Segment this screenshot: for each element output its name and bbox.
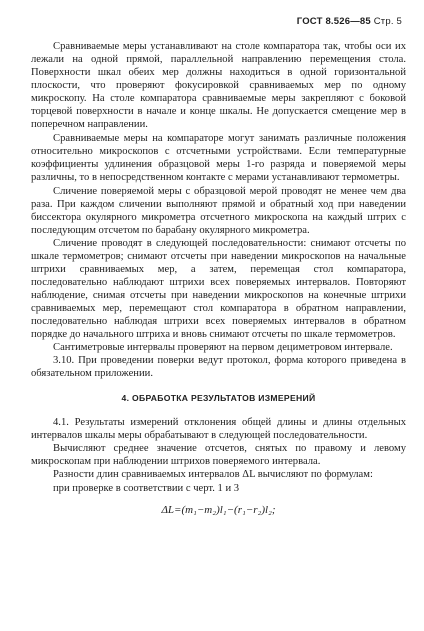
formula: ΔL=(m₁−m₂)l₁−(r₁−r₂)l₂; [161, 503, 276, 516]
page-header [297, 16, 402, 27]
paragraph: Сравниваемые меры на компараторе могут занимать различные положения относительно микроскопов с отсчетными устройствами. Если температурные коэффициенты удлинения образцовой меры 1-го разряда и поверяемой меры различны, то в непосредственном контакте с мерами устанавливают термометры. [31, 133, 406, 184]
paragraph: Сличение проводят в следующей последовательности: снимают отсчеты по шкале термометров; снимают отсчеты при наведении микроскопов на начальные штрихи сравниваемых мер, а затем, перемещая стол компаратора, последовательно наблюдают штрихи всех поверяемых интервалов. Повторяют наблюдение, снимая отсчеты при наведении микроскопов на конечные штрихи сравниваемых мер, перемещают стол компаратора в обратном направлении, последовательно наблюдая штрихи всех поверяемых интервалов в обратном порядке до начального штриха и вновь снимают отсчеты по шкале термометров. [31, 237, 406, 341]
paragraph: Сличение поверяемой меры с образцовой мерой проводят не менее чем два раза. При каждом сличении выполняют прямой и обратный ход при наведении биссектора окулярного микрометра отсчетного микроскопа на каждый штрих с последующим отсчетом по барабану окулярного микрометра. [31, 185, 406, 236]
standard-number: ГОСТ 8.526—85 [296, 16, 371, 27]
page-number: Стр. 5 [373, 16, 402, 27]
paragraph: Сантиметровые интервалы проверяют на первом дециметровом интервале. [53, 342, 393, 354]
paragraph: Вычисляют среднее значение отсчетов, снятых по правому и левому микроскопам при наблюдении штрихов поверяемого интервала. [31, 443, 406, 468]
paragraph: при проверке в соответствии с черт. 1 и 3 [53, 482, 240, 494]
section-heading: 4. ОБРАБОТКА РЕЗУЛЬТАТОВ ИЗМЕРЕНИЙ [121, 393, 316, 404]
paragraph: Разности длин сравниваемых интервалов ΔL вычисляют по формулам: [53, 469, 373, 481]
paragraph-clause-3-10: 3.10. При проведении поверки ведут протокол, форма которого приведена в обязательном приложении. [31, 355, 406, 380]
paragraph-clause-4-1: 4.1. Результаты измерений отклонения общей длины и длины отдельных интервалов шкалы меры обрабатывают в следующей последовательности. [31, 417, 406, 442]
paragraph: Сравниваемые меры устанавливают на столе компаратора так, чтобы оси их лежали на одной прямой, параллельной направлению перемещения стола. Поверхности шкал обеих мер должны находиться в одной горизонтальной плоскости, что проверяют фокусировкой сравниваемых мер по одному микроскопу. На столе компаратора сравниваемые меры закрепляют с боковой торцевой поверхности в начале и конце шкалы. Не допускается смещение мер в поперечном направлении. [31, 41, 406, 131]
body-text [31, 40, 406, 517]
